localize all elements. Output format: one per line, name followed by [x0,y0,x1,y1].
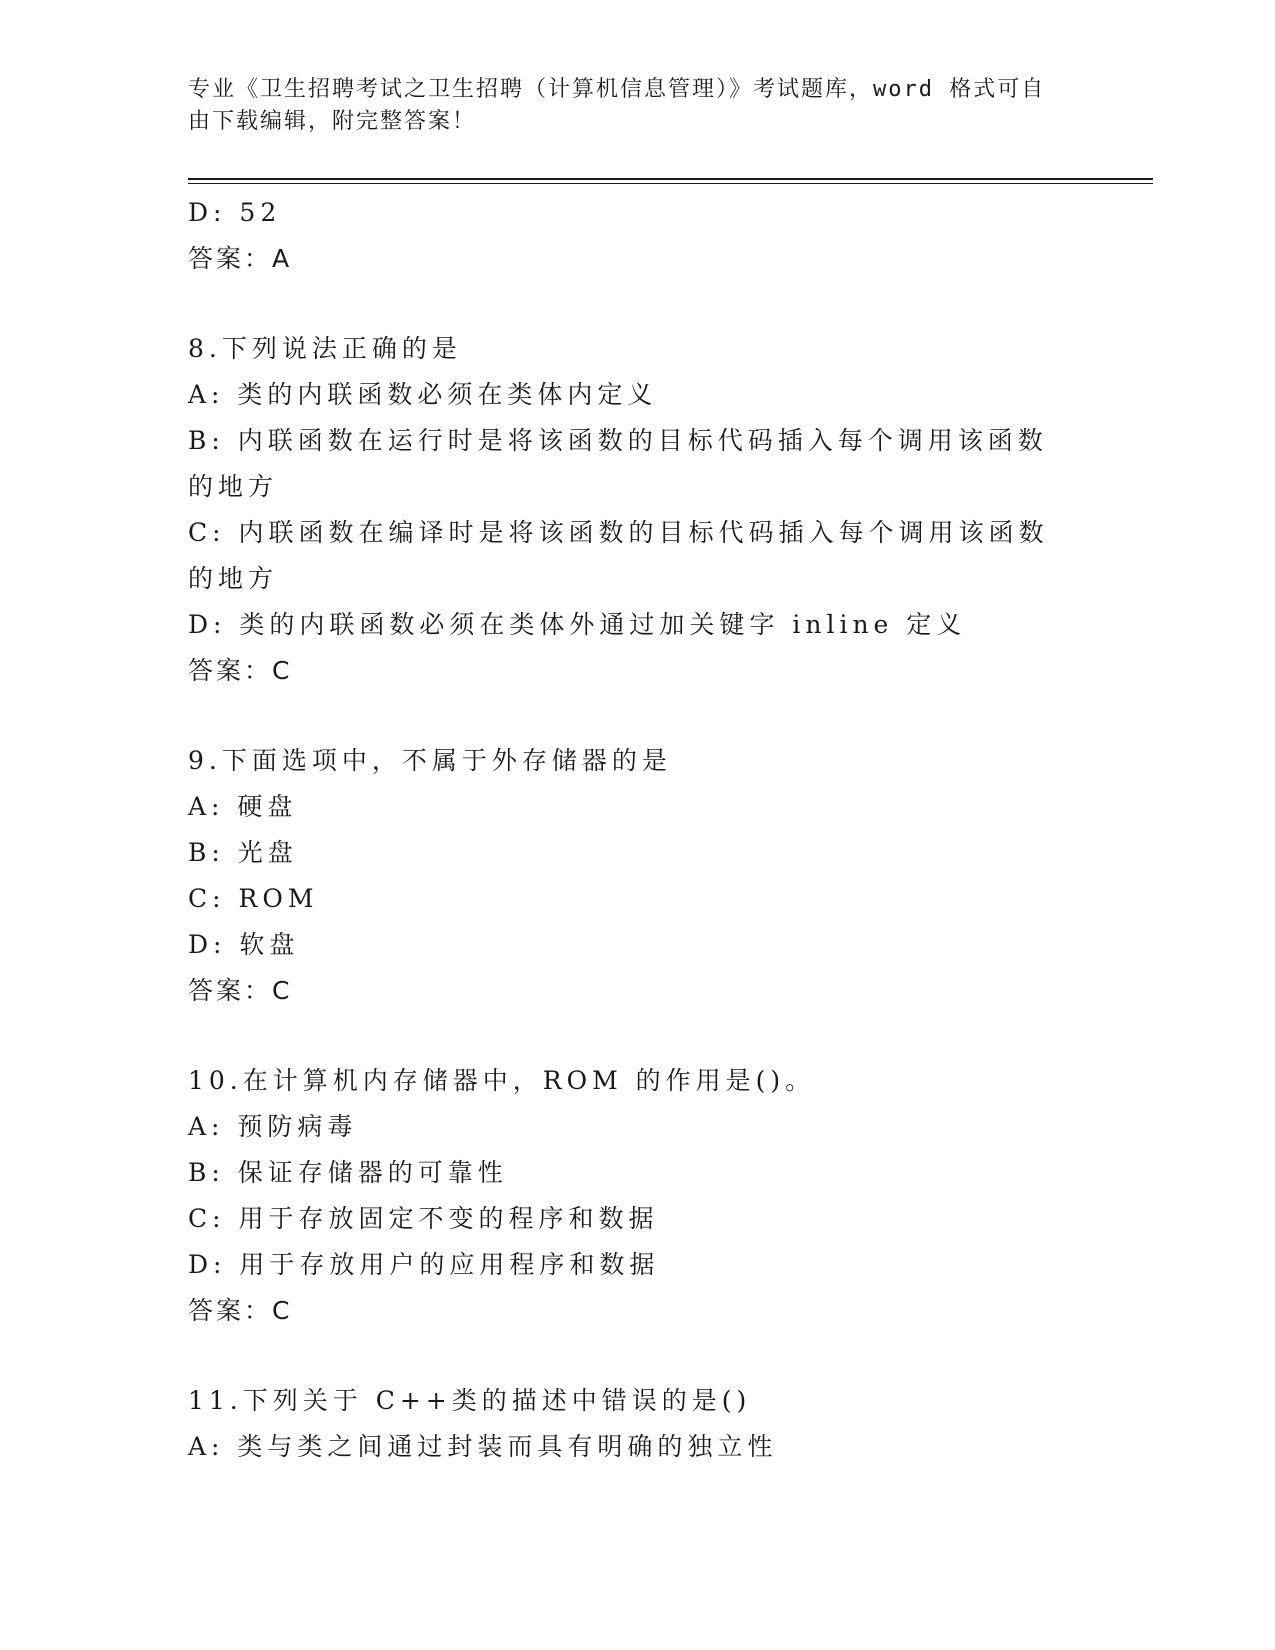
question-stem: 9.下面选项中，不属于外存储器的是 [188,746,672,775]
answer: 答案：C [188,1296,293,1325]
question-stem: 8.下列说法正确的是 [188,334,462,363]
option-a: A: 预防病毒 [188,1112,358,1141]
option-d: D: 软盘 [188,930,300,959]
question-10 [188,1058,1068,1334]
spacer [188,282,1068,326]
question-11 [188,1378,1068,1470]
question-9 [188,738,1068,1014]
answer: 答案：C [188,656,293,685]
header-line-1: 专业《卫生招聘考试之卫生招聘（计算机信息管理）》考试题库，word 格式可自 [188,77,1046,102]
spacer [188,694,1068,738]
option-c: C: ROM [188,884,319,913]
spacer [188,1014,1068,1058]
header-rule-thin [188,183,1153,184]
option-b: B: 内联函数在运行时是将该函数的目标代码插入每个调用该函数的地方 [188,426,1048,501]
prev-option-d: D: 52 [188,198,282,227]
header-rule-thick [188,178,1153,180]
question-8 [188,326,1068,694]
option-b: B: 保证存储器的可靠性 [188,1158,508,1187]
option-c: C: 内联函数在编译时是将该函数的目标代码插入每个调用该函数的地方 [188,518,1049,593]
document-header [188,74,1068,138]
option-a: A: 类与类之间通过封装而具有明确的独立性 [188,1432,778,1461]
question-stem: 11.下列关于 C++类的描述中错误的是() [188,1386,752,1415]
question-list [188,190,1068,1470]
option-d: D: 用于存放用户的应用程序和数据 [188,1250,660,1279]
option-c: C: 用于存放固定不变的程序和数据 [188,1204,659,1233]
option-a: A: 类的内联函数必须在类体内定义 [188,380,658,409]
option-d: D: 类的内联函数必须在类体外通过加关键字 inline 定义 [188,610,967,639]
header-line-2: 由下载编辑，附完整答案！ [188,109,477,134]
option-a: A: 硬盘 [188,792,298,821]
prev-answer: 答案：A [188,244,293,273]
question-stem: 10.在计算机内存储器中，ROM 的作用是()。 [188,1066,816,1095]
answer: 答案：C [188,976,293,1005]
option-b: B: 光盘 [188,838,298,867]
spacer [188,1334,1068,1378]
